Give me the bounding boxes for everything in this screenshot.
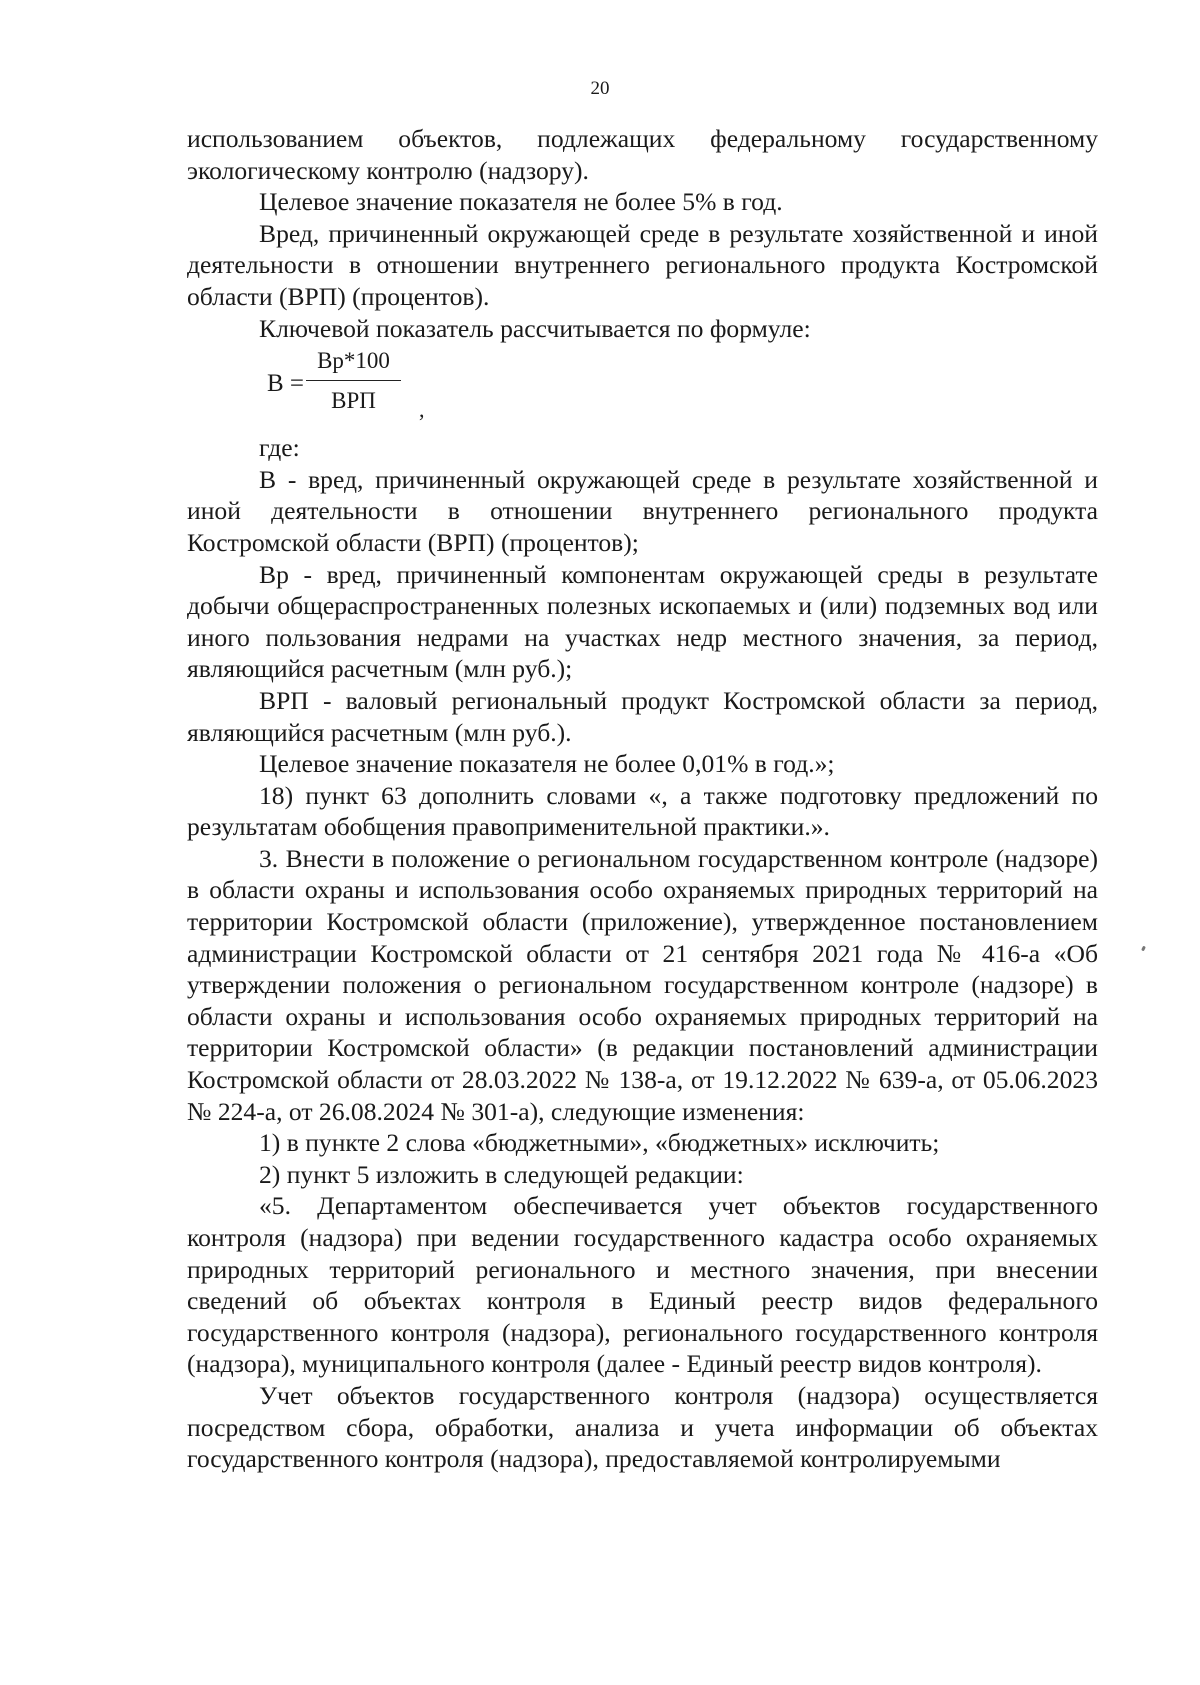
paragraph: Вр - вред, причиненный компонентам окружающей среды в результате добычи общераспространенных полезных ископаемых и (или) подземных вод или иного пользования недрами на участках недр местного значения, за период, являющийся расчетным (млн руб.); <box>187 559 1098 684</box>
scan-speck <box>1141 946 1146 952</box>
paragraph: Целевое значение показателя не более 0,01% в год.»; <box>259 749 835 779</box>
where-label: где: <box>259 433 300 463</box>
formula <box>187 346 1098 432</box>
paragraph: Ключевой показатель рассчитывается по формуле: <box>259 313 811 343</box>
formula-trailing-comma: , <box>419 397 425 423</box>
document-body <box>187 123 1098 1475</box>
page-number: 20 <box>590 78 610 99</box>
paragraph: 2) пункт 5 изложить в следующей редакции: <box>259 1159 744 1189</box>
paragraph: «5. Департаментом обеспечивается учет объектов государственного контроля (надзора) при ведении государственного кадастра особо охраняемых природных территорий регионального и местного значения, при внесении сведений об объектах контроля в Единый реестр видов федерального государственного контроля (надзора), регионального государственного контроля (надзора), муниципального контроля (далее - Единый реестр видов контроля). <box>187 1191 1098 1379</box>
paragraph: 3. Внести в положение о региональном государственном контроле (надзоре) в области охраны и использования особо охраняемых природных территорий на территории Костромской области (приложение), утвержденное постановлением администрации Костромской области от 21 сентября 2021 года № 416-а «Об утверждении положения о региональном государственном контроле (надзоре) в области охраны и использования особо охраняемых природных территорий на территории Костромской области» (в редакции постановлений администрации Костромской области от 28.03.2022 № 138-а, от 19.12.2022 № 639-а, от 05.06.2023 № 224-а, от 26.08.2024 № 301-а), следующие изменения: <box>187 843 1098 1126</box>
formula-numerator: Вр*100 <box>317 348 390 374</box>
formula-lhs: В = <box>267 370 305 398</box>
paragraph: ВРП - валовый региональный продукт Костромской области за период, являющийся расчетным (млн руб.). <box>187 685 1098 747</box>
fraction-bar <box>306 380 401 381</box>
paragraph: В - вред, причиненный окружающей среде в результате хозяйственной и иной деятельности в отношении внутреннего регионального продукта Костромской области (ВРП) (процентов); <box>187 464 1098 557</box>
paragraph: 18) пункт 63 дополнить словами «, а также подготовку предложений по результатам обобщения правоприменительной практики.». <box>187 780 1098 842</box>
paragraph: использованием объектов, подлежащих федеральному государственному экологическому контролю (надзору). <box>187 124 1098 185</box>
formula-fraction <box>306 346 401 416</box>
paragraph: 1) в пункте 2 слова «бюджетными», «бюджетных» исключить; <box>259 1128 940 1158</box>
paragraph: Целевое значение показателя не более 5% в год. <box>259 187 783 217</box>
paragraph: Вред, причиненный окружающей среде в результате хозяйственной и иной деятельности в отношении внутреннего регионального продукта Костромской области (ВРП) (процентов). <box>187 218 1098 311</box>
paragraph: Учет объектов государственного контроля (надзора) осуществляется посредством сбора, обработки, анализа и учета информации об объектах государственного контроля (надзора), предоставляемой контролируемыми <box>187 1380 1098 1474</box>
formula-denominator: ВРП <box>331 388 376 414</box>
